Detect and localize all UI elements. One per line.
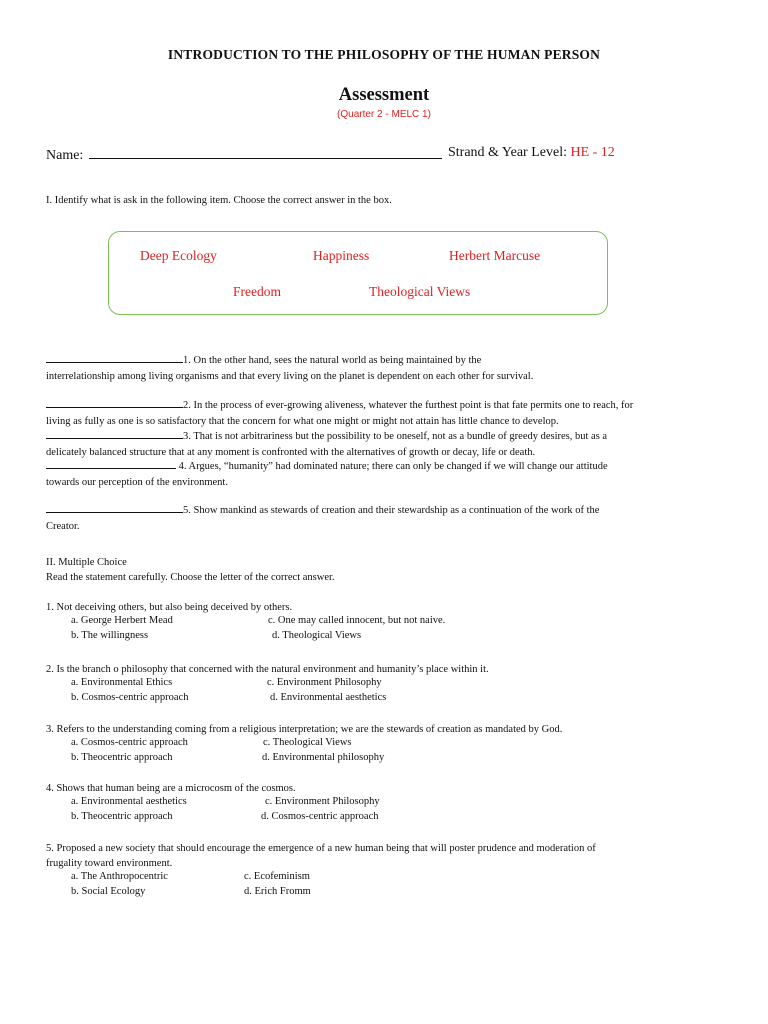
mc-option-3a[interactable]: a. Cosmos-centric approach bbox=[71, 737, 188, 748]
mc-option-3c[interactable]: c. Theological Views bbox=[263, 737, 352, 748]
answer-blank-4[interactable] bbox=[46, 457, 176, 469]
mc-option-4d[interactable]: d. Cosmos-centric approach bbox=[261, 811, 379, 822]
mc-question-3: 3. Refers to the understanding coming from a religious interpretation; we are the stewards of creation as mandated by God. bbox=[46, 724, 563, 735]
mc-question-4: 4. Shows that human being are a microcosm of the cosmos. bbox=[46, 783, 296, 794]
name-label: Name: bbox=[46, 148, 84, 163]
part2-title: II. Multiple Choice bbox=[46, 557, 127, 568]
choices-box bbox=[108, 231, 608, 315]
mc-option-2b[interactable]: b. Cosmos-centric approach bbox=[71, 692, 189, 703]
mc-option-3b[interactable]: b. Theocentric approach bbox=[71, 752, 173, 763]
mc-option-5c[interactable]: c. Ecofeminism bbox=[244, 871, 310, 882]
choice-theological-views: Theological Views bbox=[369, 284, 471, 299]
name-row bbox=[46, 145, 442, 164]
choice-deep-ecology: Deep Ecology bbox=[140, 248, 217, 263]
mc-option-4b[interactable]: b. Theocentric approach bbox=[71, 811, 173, 822]
identify-item-4: 4. Argues, “humanity” had dominated nature; there can only be changed if we will change our attitude towards our perception of the environment. bbox=[46, 457, 722, 490]
choice-herbert-marcuse: Herbert Marcuse bbox=[449, 248, 541, 263]
part1-instruction: I. Identify what is ask in the following item. Choose the correct answer in the box. bbox=[46, 195, 392, 206]
mc-option-5d[interactable]: d. Erich Fromm bbox=[244, 886, 311, 897]
mc-option-2a[interactable]: a. Environmental Ethics bbox=[71, 677, 173, 688]
mc-question-2: 2. Is the branch o philosophy that concerned with the natural environment and humanity’s place within it. bbox=[46, 664, 489, 675]
identify-item-1: 1. On the other hand, sees the natural world as being maintained by the interrelationship among living organisms and that every living on the planet is dependent on each other for survival. bbox=[46, 351, 722, 384]
mc-option-4c[interactable]: c. Environment Philosophy bbox=[265, 796, 380, 807]
answer-blank-1[interactable] bbox=[46, 351, 183, 363]
mc-option-1d[interactable]: d. Theological Views bbox=[272, 630, 362, 641]
mc-option-2c[interactable]: c. Environment Philosophy bbox=[267, 677, 382, 688]
choice-freedom: Freedom bbox=[233, 284, 281, 299]
mc-option-5a[interactable]: a. The Anthropocentric bbox=[71, 871, 168, 882]
mc-option-1c[interactable]: c. One may called innocent, but not naive. bbox=[268, 615, 446, 626]
choice-happiness: Happiness bbox=[313, 248, 370, 263]
mc-option-2d[interactable]: d. Environmental aesthetics bbox=[270, 692, 387, 703]
identify-item-5: 5. Show mankind as stewards of creation and their stewardship as a continuation of the work of the Creator. bbox=[46, 501, 722, 534]
answer-blank-5[interactable] bbox=[46, 501, 183, 513]
mc-question-1: 1. Not deceiving others, but also being deceived by others. bbox=[46, 602, 293, 613]
quarter-subheading: (Quarter 2 - MELC 1) bbox=[337, 109, 431, 120]
mc-option-4a[interactable]: a. Environmental aesthetics bbox=[71, 796, 187, 807]
mc-question-5: 5. Proposed a new society that should encourage the emergence of a new human being that will poster prudence and moderation of frugality toward environment. bbox=[46, 843, 596, 869]
assessment-heading: Assessment bbox=[338, 85, 430, 105]
strand-value: HE - 12 bbox=[570, 145, 615, 160]
identify-item-2: 2. In the process of ever-growing aliveness, whatever the furthest point is that fate permits one to reach, for living as fully as one is so satisfactory that the concern for what one might or might not attain has little chance to develop. bbox=[46, 396, 722, 429]
strand-row bbox=[448, 145, 615, 161]
strand-label: Strand & Year Level: bbox=[448, 145, 567, 160]
answer-blank-2[interactable] bbox=[46, 396, 183, 408]
mc-option-5b[interactable]: b. Social Ecology bbox=[71, 886, 146, 897]
document-title: INTRODUCTION TO THE PHILOSOPHY OF THE HUMAN PERSON bbox=[167, 47, 601, 62]
mc-option-1a[interactable]: a. George Herbert Mead bbox=[71, 615, 173, 626]
mc-option-1b[interactable]: b. The willingness bbox=[71, 630, 149, 641]
mc-option-3d[interactable]: d. Environmental philosophy bbox=[262, 752, 385, 763]
identify-item-3: 3. That is not arbitrariness but the possibility to be oneself, not as a bundle of greedy desires, but as a delicately balanced structure that at any moment is confronted with the alternatives of growth or decay, life or death. bbox=[46, 427, 722, 460]
answer-blank-3[interactable] bbox=[46, 427, 183, 439]
name-blank[interactable] bbox=[89, 145, 442, 159]
part2-instruction: Read the statement carefully. Choose the letter of the correct answer. bbox=[46, 572, 335, 583]
